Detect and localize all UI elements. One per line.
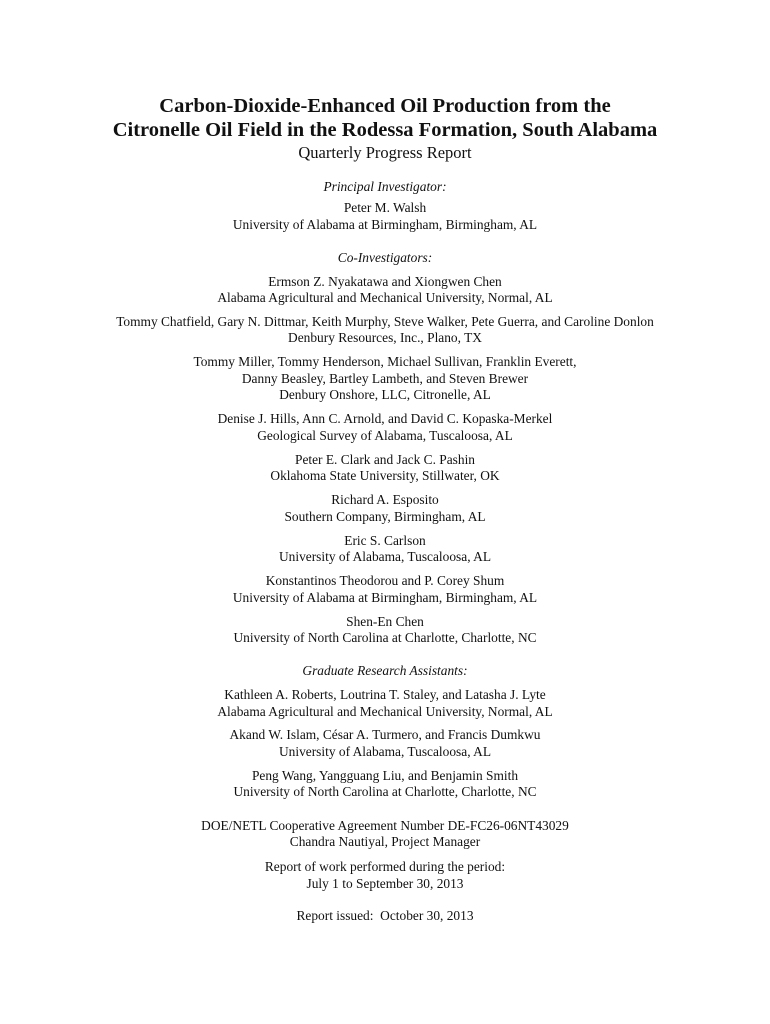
- coinvestigator-names: Danny Beasley, Bartley Lambeth, and Steven Brewer: [241, 371, 529, 386]
- agreement-number: DOE/NETL Cooperative Agreement Number DE-FC26-06NT43029: [201, 818, 569, 833]
- pi-affiliation: University of Alabama at Birmingham, Birmingham, AL: [232, 217, 538, 232]
- report-title-line-2: Citronelle Oil Field in the Rodessa Formation, South Alabama: [112, 119, 658, 141]
- gra-affiliation: University of North Carolina at Charlotte, Charlotte, NC: [233, 784, 537, 799]
- period-label: Report of work performed during the period:: [264, 859, 506, 874]
- coinvestigator-names: Peter E. Clark and Jack C. Pashin: [295, 452, 475, 467]
- project-manager: Chandra Nautiyal, Project Manager: [289, 834, 481, 849]
- coinvestigator-names: Eric S. Carlson: [344, 533, 426, 548]
- coinvestigator-affiliation: Denbury Onshore, LLC, Citronelle, AL: [279, 387, 491, 402]
- gra-names: Akand W. Islam, César A. Turmero, and Francis Dumkwu: [229, 727, 541, 742]
- coinvestigator-affiliation: University of Alabama, Tuscaloosa, AL: [279, 549, 491, 564]
- gra-names: Peng Wang, Yangguang Liu, and Benjamin Smith: [251, 768, 519, 783]
- coinvestigator-affiliation: Denbury Resources, Inc., Plano, TX: [288, 330, 482, 345]
- gra-affiliation: University of Alabama, Tuscaloosa, AL: [279, 744, 491, 759]
- report-subtitle: Quarterly Progress Report: [298, 143, 472, 162]
- gra-heading: Graduate Research Assistants:: [302, 663, 468, 678]
- coinvestigators-heading: Co-Investigators:: [337, 250, 433, 265]
- coinvestigator-names: Tommy Miller, Tommy Henderson, Michael Sullivan, Franklin Everett,: [193, 354, 577, 369]
- period-dates: July 1 to September 30, 2013: [306, 876, 464, 891]
- coinvestigator-affiliation: Geological Survey of Alabama, Tuscaloosa, AL: [257, 428, 513, 443]
- coinvestigator-names: Tommy Chatfield, Gary N. Dittmar, Keith Murphy, Steve Walker, Pete Guerra, and Caroline Donlon: [116, 314, 654, 329]
- coinvestigator-names: Richard A. Esposito: [331, 492, 439, 507]
- gra-names: Kathleen A. Roberts, Loutrina T. Staley, and Latasha J. Lyte: [224, 687, 546, 702]
- coinvestigator-names: Konstantinos Theodorou and P. Corey Shum: [265, 573, 505, 588]
- pi-heading: Principal Investigator:: [323, 179, 447, 194]
- coinvestigator-affiliation: Alabama Agricultural and Mechanical University, Normal, AL: [217, 290, 553, 305]
- coinvestigator-affiliation: University of Alabama at Birmingham, Birmingham, AL: [232, 590, 538, 605]
- gra-affiliation: Alabama Agricultural and Mechanical University, Normal, AL: [217, 704, 553, 719]
- coinvestigator-names: Ermson Z. Nyakatawa and Xiongwen Chen: [268, 274, 502, 289]
- coinvestigator-names: Shen-En Chen: [346, 614, 424, 629]
- coinvestigator-names: Denise J. Hills, Ann C. Arnold, and David C. Kopaska-Merkel: [217, 411, 553, 426]
- report-title-line-1: Carbon-Dioxide-Enhanced Oil Production from the: [159, 95, 611, 117]
- coinvestigator-affiliation: Oklahoma State University, Stillwater, OK: [270, 468, 500, 483]
- coinvestigator-affiliation: University of North Carolina at Charlotte, Charlotte, NC: [233, 630, 537, 645]
- report-issued: Report issued: October 30, 2013: [296, 908, 474, 923]
- coinvestigator-affiliation: Southern Company, Birmingham, AL: [284, 509, 486, 524]
- pi-name: Peter M. Walsh: [343, 200, 427, 215]
